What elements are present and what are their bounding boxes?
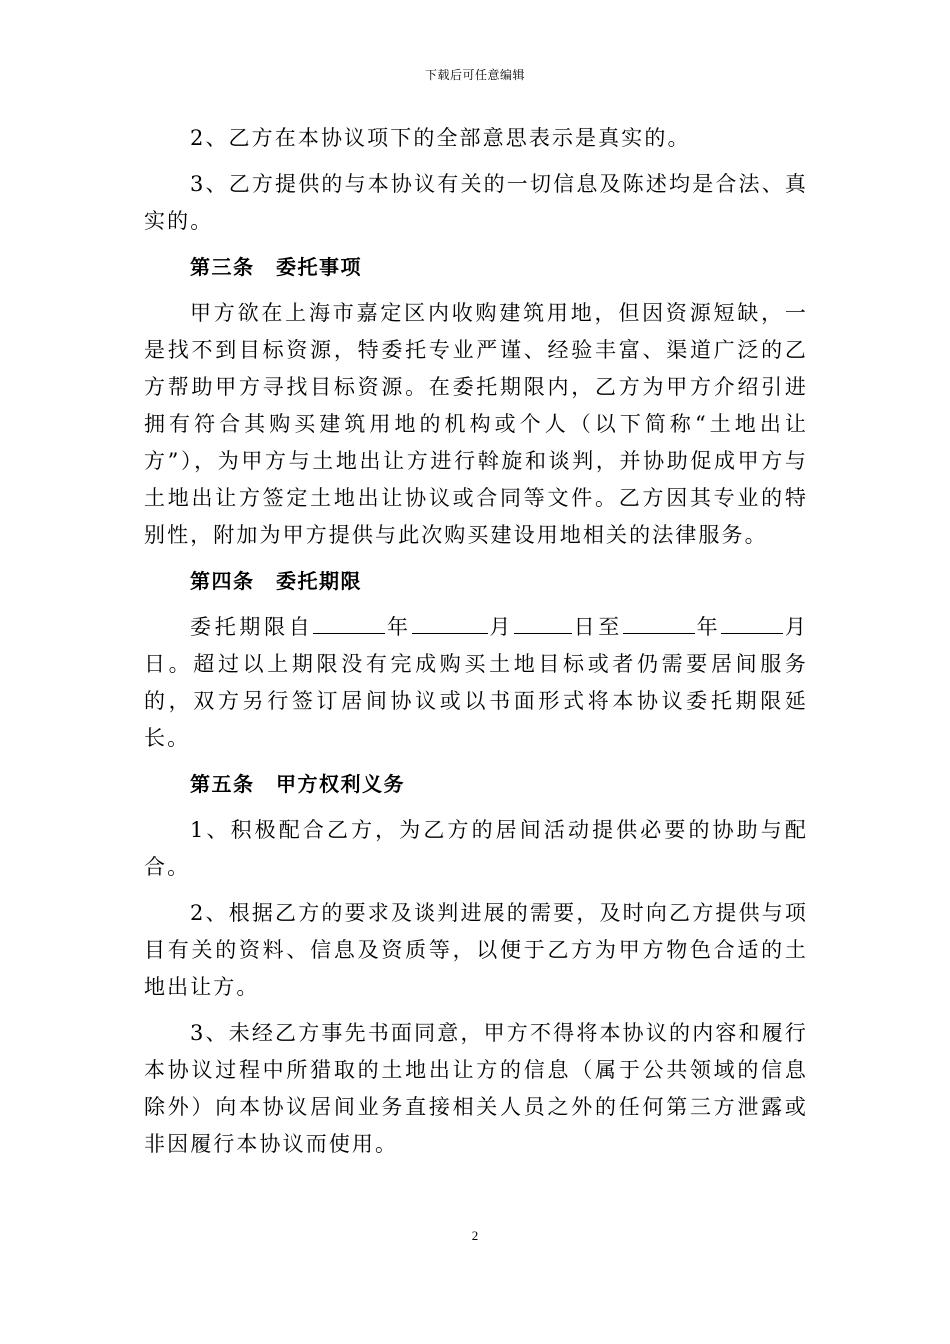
page-header: 下载后可任意编辑 (424, 68, 525, 82)
article-5-item-2: 2、根据乙方的要求及谈判进展的需要，及时向乙方提供与项目有关的资料、信息及资质等，以便于乙方为甲方物色合适的土地出让方。 (144, 901, 808, 999)
page-number: 2 (471, 1228, 479, 1243)
paragraph-party-b-declaration-3: 3、乙方提供的与本协议有关的一切信息及陈述均是合法、真实的。 (144, 172, 808, 233)
paragraph-party-b-declaration-2: 2、乙方在本协议项下的全部意思表示是真实的。 (190, 126, 691, 150)
month-label-1: 月 (487, 615, 515, 639)
article-3-body: 甲方欲在上海市嘉定区内收购建筑用地，但因资源短缺，一是找不到目标资源，特委托专业严谨、经验丰富、渠道广泛的乙方帮助甲方寻找目标资源。在委托期限内，乙方为甲方介绍引进拥有符合其购买建筑用地的机构或个人（以下简称“土地出让方”），为甲方与土地出让方进行斡旋和谈判，并协助促成甲方与土地出让方签定土地出让协议或合同等文件。乙方因其专业的特别性，附加为甲方提供与此次购买建设用地相关的法律服务。 (144, 301, 808, 547)
article-5-item-1: 1、积极配合乙方，为乙方的居间活动提供必要的协助与配合。 (144, 818, 808, 879)
term-start-label: 委托期限自 (190, 615, 314, 639)
end-month-blank[interactable] (721, 609, 783, 634)
start-day-blank[interactable] (514, 609, 572, 634)
year-label-1: 年 (385, 615, 412, 639)
year-label-2: 年 (695, 615, 722, 639)
document-body (144, 120, 808, 1172)
article-5-heading: 第五条 甲方权利义务 (190, 772, 405, 796)
article-5-item-3: 3、未经乙方事先书面同意，甲方不得将本协议的内容和履行本协议过程中所猎取的土地出让方的信息（属于公共领域的信息除外）向本协议居间业务直接相关人员之外的任何第三方泄露或非因履行本协议而使用。 (144, 1021, 808, 1156)
start-month-blank[interactable] (412, 609, 488, 634)
article-4-body (144, 609, 808, 757)
article-3-heading: 第三条 委托事项 (190, 255, 362, 279)
term-extension-text: 日。超过以上期限没有完成购买土地目标或者仍需要居间服务的，双方另行签订居间协议或以书面形式将本协议委托期限延长。 (144, 652, 808, 750)
day-to-label: 日至 (572, 615, 623, 639)
end-year-blank[interactable] (623, 609, 695, 634)
article-4-heading: 第四条 委托期限 (190, 569, 362, 593)
start-year-blank[interactable] (313, 609, 385, 634)
month-label-2: 月 (783, 615, 808, 639)
